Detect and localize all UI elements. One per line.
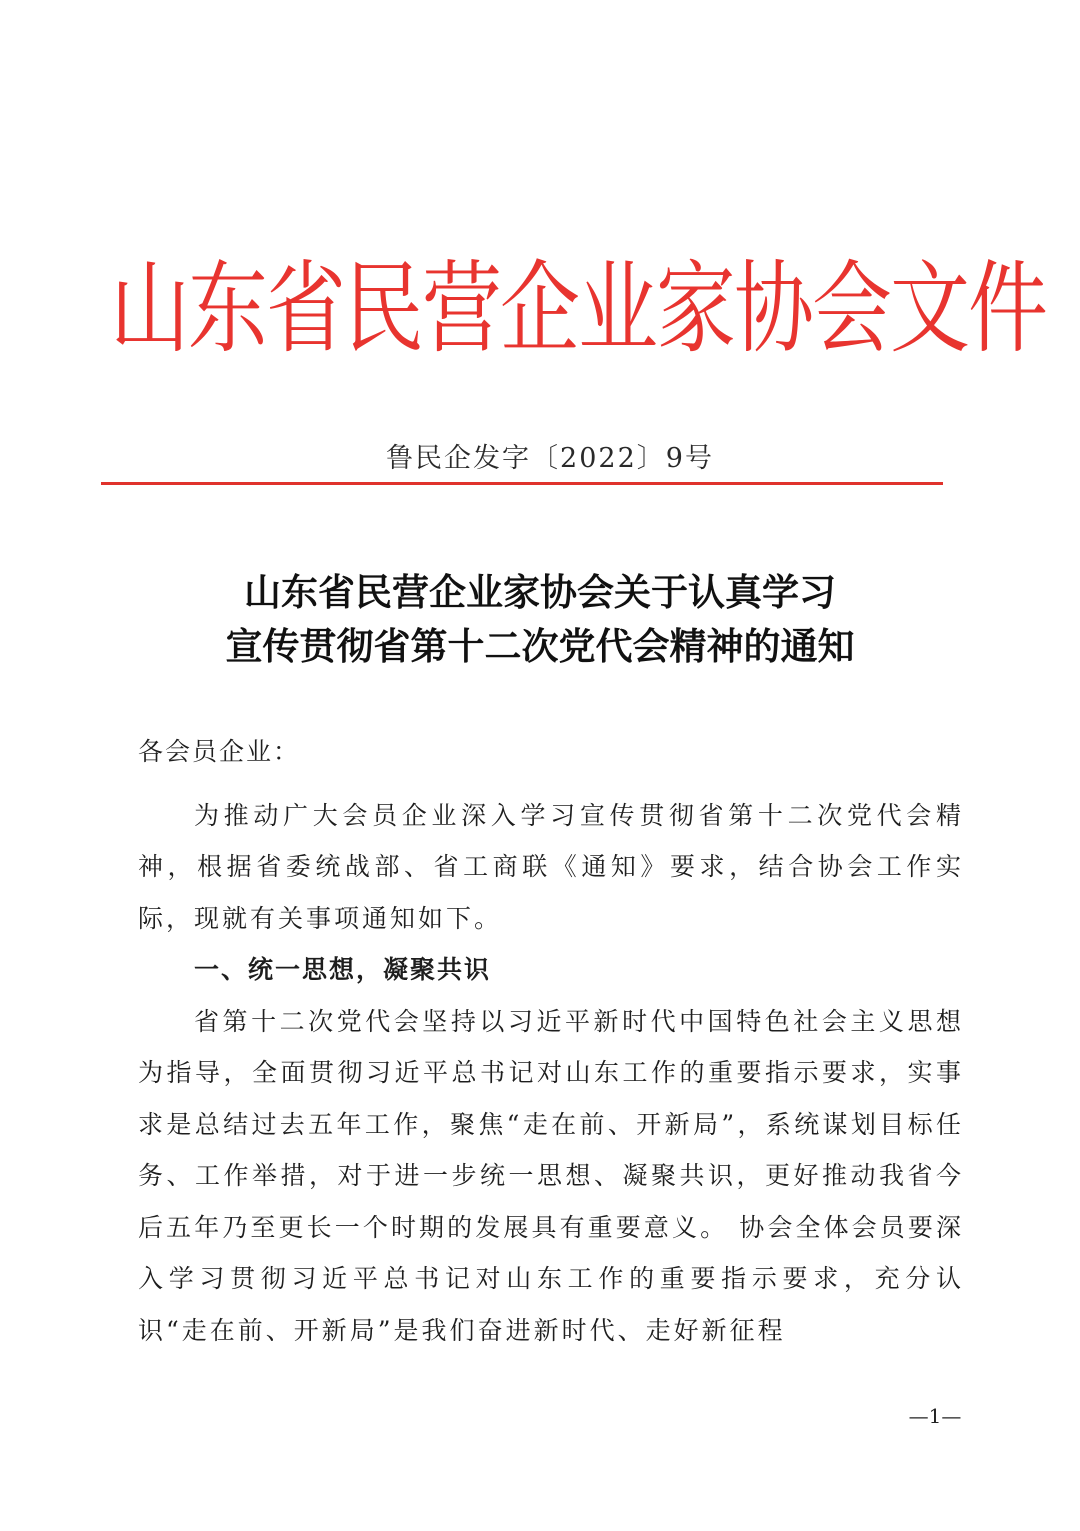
notice-title [100, 566, 980, 674]
notice-title-line-2: 宣传贯彻省第十二次党代会精神的通知 [225, 625, 855, 668]
document-number: 鲁民企发字〔2022〕9号 [386, 443, 714, 474]
page-number: —1— [908, 1404, 962, 1428]
section-1-paragraph: 省第十二次党代会坚持以习近平新时代中国特色社会主义思想为指导，全面贯彻习近平总书记对山东工作的重要指示要求，实事求是总结过去五年工作，聚焦“走在前、开新局”，系统谋划目标任务、工作举措，对于进一步统一思想、凝聚共识，更好推动我省今后五年乃至更长一个时期的发展具有重要意义。 协会全体会员要深入学习贯彻习近平总书记对山东工作的重要指示要求，充分认识“走在前、开新局”是我们奋进新时代、走好新征程 [138, 1006, 964, 1345]
salutation: 各会员企业： [138, 737, 301, 766]
notice-title-line-1: 山东省民营企业家协会关于认真学习 [244, 571, 836, 614]
section-heading-1: 一、统一思想，凝聚共识 [194, 955, 492, 984]
document-masthead: 山东省民营企业家协会文件 [110, 250, 1046, 367]
intro-paragraph: 为推动广大会员企业深入学习宣传贯彻省第十二次党代会精神，根据省委统战部、省工商联《通知》要求，结合协会工作实际，现就有关事项通知如下。 [138, 800, 964, 933]
red-divider-line [101, 482, 943, 485]
notice-body [138, 726, 964, 1356]
